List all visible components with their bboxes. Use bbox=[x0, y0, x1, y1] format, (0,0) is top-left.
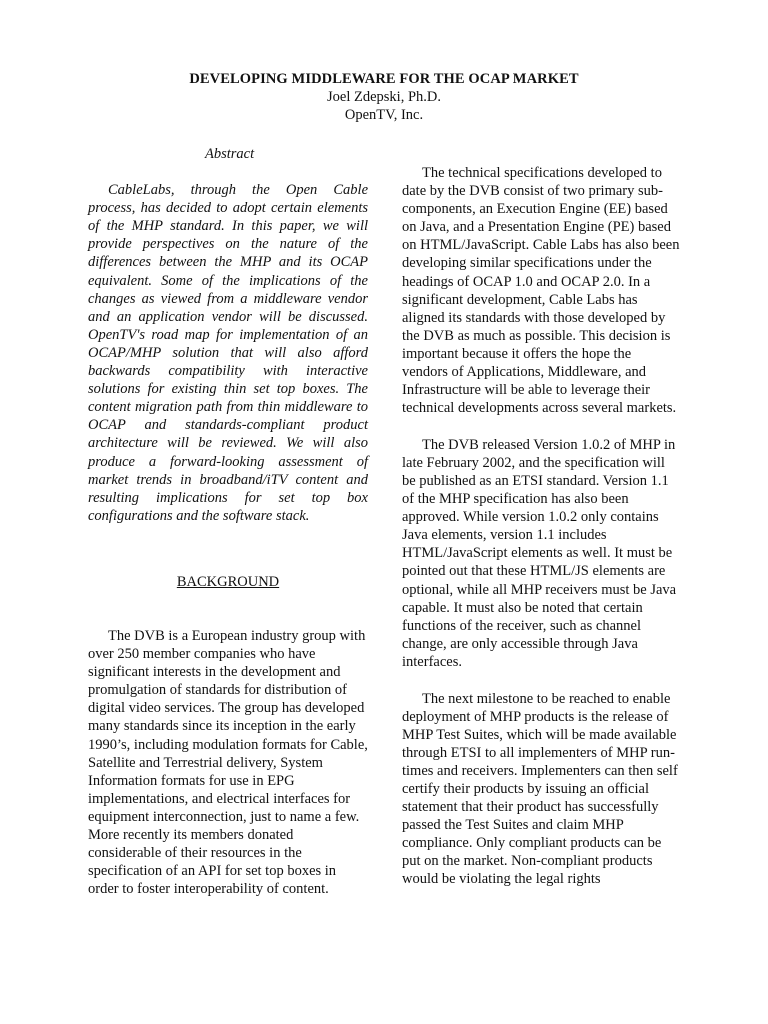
paragraph-technical-specs: The technical specifications developed to date by the DVB consist of two primary sub-components, an Execution Engine (EE) based on Java, and a Presentation Engine (PE) based on HTML/JavaScript. Cable Labs has also been developing similar specifications under the headings of OCAP 1.0 and OCAP 2.0. In a significant development, Cable Labs has aligned its standards with those developed by the DVB as much as possible. This decision is important because it offers the hope the vendors of Applications, Middleware, and Infrastructure will be able to leverage their technical developments across several markets. bbox=[402, 165, 680, 417]
paragraph-next-milestone: The next milestone to be reached to enable deployment of MHP products is the release of MHP Test Suites, which will be made available through ETSI to all implementers of MHP run-times and receivers. Implementers can then self certify their products by issuing an official statement that their product has successfully passed the Test Suites and claim MHP compliance. Only compliant products can be put on the market. Non-compliant products would be violating the legal rights bbox=[402, 690, 678, 888]
paper-header bbox=[0, 70, 768, 124]
left-column bbox=[88, 145, 368, 916]
right-column bbox=[402, 164, 680, 907]
background-paragraph: The DVB is a European industry group with over 250 member companies who have significant interests in the development and promulgation of standards for distribution of digital video services. The group has developed many standards since its inception in the early 1990’s, including modulation formats for Cable, Satellite and Terrestrial delivery, System Information formats for use in EPG implementations, and electrical interfaces for equipment interconnection, just to name a few. More recently its members donated considerable of their resources in the specification of an API for set top boxes in order to foster interoperability of content. bbox=[88, 627, 368, 898]
paper-title: DEVELOPING MIDDLEWARE FOR THE OCAP MARKET bbox=[189, 71, 579, 87]
abstract-body: CableLabs, through the Open Cable process, has decided to adopt certain elements of the MHP standard. In this paper, we will provide perspectives on the nature of the differences between the MHP and its OCAP equivalent. Some of the implications of the changes as viewed from a middleware vendor and an application vendor will be discussed. OpenTV's road map for implementation of an OCAP/MHP solution that will also afford backwards compatibility with interactive solutions for existing thin set top boxes. The content migration path from thin middleware to OCAP and standards-compliant product architecture will be reviewed. We will also produce a forward-looking assessment of market trends in broadband/iTV content and resulting implications for set top box configurations and the software stack. bbox=[88, 182, 368, 524]
abstract-heading: Abstract bbox=[205, 146, 255, 162]
paragraph-dvb-release: The DVB released Version 1.0.2 of MHP in late February 2002, and the specification will be published as an ETSI standard. Version 1.1 of the MHP specification has also been approved. While version 1.0.2 only contains Java elements, version 1.1 includes HTML/JavaScript elements as well. It must be pointed out that these HTML/JS elements are optional, while all MHP receivers must be Java capable. It must also be noted that certain functions of the receiver, such as channel change, are only accessible through Java interfaces. bbox=[402, 436, 677, 670]
author-name: Joel Zdepski, Ph.D. bbox=[327, 89, 441, 105]
author-affiliation: OpenTV, Inc. bbox=[344, 107, 424, 123]
background-heading: BACKGROUND bbox=[176, 573, 280, 590]
